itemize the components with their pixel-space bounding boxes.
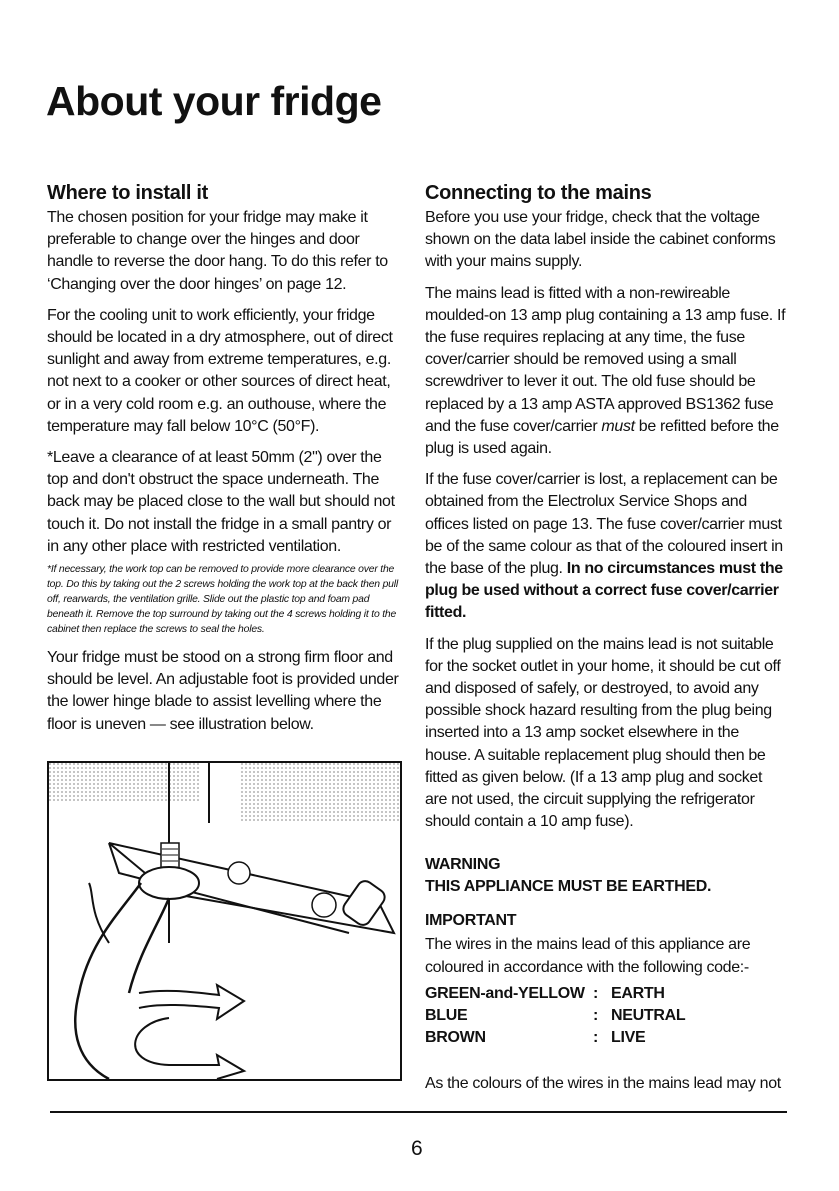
wire-name: BROWN [425,1028,486,1046]
wire-meaning: EARTH [611,984,665,1002]
wire-name: BLUE [425,1006,468,1024]
wire-meaning: LIVE [611,1028,646,1046]
paragraph: The wires in the mains lead of this appliance are coloured in accordance with the following code:- [425,936,751,976]
left-column [47,182,399,745]
footer-rule [50,1111,787,1113]
paragraph: The mains lead is fitted with a non-rewireable moulded-on 13 amp plug containing a 13 amp fuse. If the fuse requires replacing at any time, the fuse cover/carrier should be removed using a small screwdriver to lever it out. The old fuse should be replaced by a 13 amp ASTA approved BS1362 fuse and the fuse cover/carrier must be refitted before the plug is used again. [425,284,786,458]
page-number: 6 [411,1137,423,1160]
important-label: IMPORTANT [425,912,517,930]
paragraph: The chosen position for your fridge may make it preferable to change over the hinges and door handle to reverse the door hang. To do this refer to ‘Changing over the door hinges’ on page 12. [47,209,388,293]
wire-meaning: NEUTRAL [611,1006,686,1024]
page-title: About your fridge [46,78,382,124]
section-heading-mains: Connecting to the mains [425,182,652,204]
warning-label: WARNING [425,856,501,874]
wire-code-table: GREEN-and-YELLOW : EARTH BLUE : NEUTRAL BROWN : LIVE [425,983,787,1049]
paragraph: For the cooling unit to work efficiently, your fridge should be located in a dry atmosphere, out of direct sunlight and away from extreme temperatures, e.g. not next to a cooker or other sources of direct heat, or in a very cold room e.g. an outhouse, where the temperature may fall below 10°C (50°F). [47,306,393,435]
paragraph: Your fridge must be stood on a strong firm floor and should be level. An adjustable foot is provided under the lower hinge blade to assist levelling where the floor is uneven — see illustration below. [47,649,399,733]
levelling-foot-illustration [47,761,402,1081]
footnote: *If necessary, the work top can be removed to provide more clearance over the top. Do this by taking out the 2 screws holding the work top at the back then pull off, rearwards, the ventilation grille. Slide out the plastic top and foam pad beneath it. Remove the top surround by taking out the 4 screws holding it to the cabinet then replace the screws to seal the holes. [47,564,398,636]
earthed-label: THIS APPLIANCE MUST BE EARTHED. [425,878,712,896]
section-heading-install: Where to install it [47,182,208,204]
right-column [425,182,787,1104]
paragraph: Before you use your fridge, check that the voltage shown on the data label inside the cabinet conforms with your mains supply. [425,209,776,271]
paragraph: If the fuse cover/carrier is lost, a replacement can be obtained from the Electrolux Service Shops and offices listed on page 13. The fuse cover/carrier must be of the same colour as that of the coloured insert in the base of the plug. In no circumstances must the plug be used without a correct fuse cover/carrier fitted. [425,471,783,622]
wire-name: GREEN-and-YELLOW [425,984,585,1002]
paragraph: If the plug supplied on the mains lead is not suitable for the socket outlet in your home, it should be cut off and disposed of safely, or destroyed, to avoid any possible shock hazard resulting from the plug being inserted into a 13 amp socket elsewhere in the house. A suitable replacement plug should then be fitted as given below. (If a 13 amp plug and socket are not used, the circuit supplying the refrigerator should contain a 10 amp fuse). [425,635,781,831]
paragraph: As the colours of the wires in the mains lead may not [425,1074,781,1092]
paragraph: *Leave a clearance of at least 50mm (2") over the top and don't obstruct the space underneath. The back may be placed close to the wall but should not touch it. Do not install the fridge in a small pantry or in any other place with restricted ventilation. [47,449,395,555]
